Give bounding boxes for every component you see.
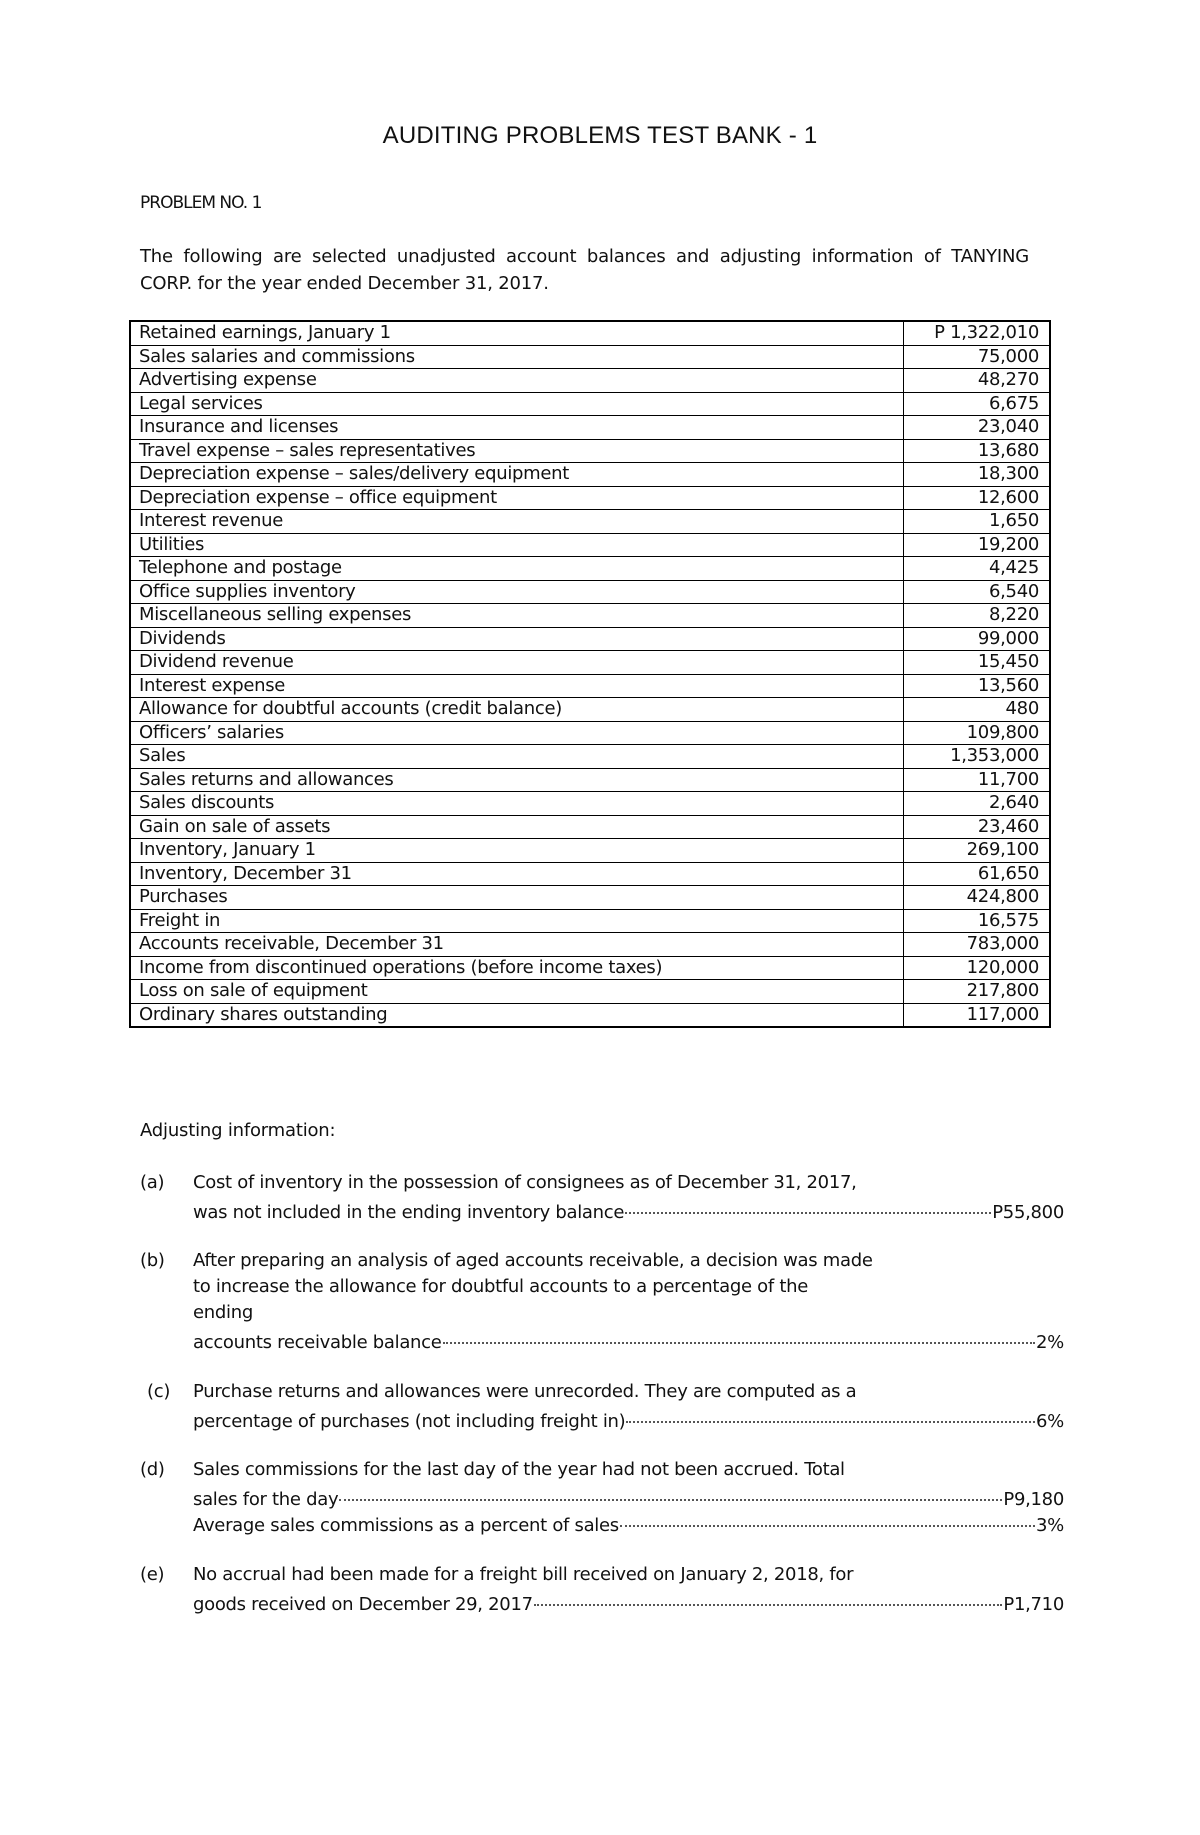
adjustment-text: Purchase returns and allowances were unrecorded. They are computed as a: [193, 1381, 857, 1402]
account-name: Insurance and licenses: [130, 416, 904, 440]
account-name: Travel expense – sales representatives: [130, 439, 904, 463]
account-amount: 117,000: [904, 1003, 1051, 1027]
account-name: Utilities: [130, 533, 904, 557]
table-row: [130, 768, 1050, 792]
account-amount: 269,100: [904, 839, 1051, 863]
table-row: [130, 369, 1050, 393]
account-amount: 23,460: [904, 815, 1051, 839]
adjustment-value: P1,710: [1003, 1594, 1064, 1615]
table-row: [130, 604, 1050, 628]
account-amount: 6,675: [904, 392, 1051, 416]
table-row: [130, 886, 1050, 910]
dot-leader: [620, 1505, 1035, 1527]
adjustment-value: 6%: [1036, 1411, 1064, 1432]
account-amount: 1,353,000: [904, 745, 1051, 769]
dot-leader: [625, 1192, 991, 1214]
account-name: Ordinary shares outstanding: [130, 1003, 904, 1027]
table-row: [130, 510, 1050, 534]
table-row: [130, 956, 1050, 980]
account-name: Retained earnings, January 1: [130, 321, 904, 345]
account-amount: 783,000: [904, 933, 1051, 957]
table-row: [130, 533, 1050, 557]
account-amount: 48,270: [904, 369, 1051, 393]
adjustment-text: Sales commissions for the last day of the year had not been accrued. Total: [193, 1459, 845, 1480]
adjustment-value: 3%: [1036, 1515, 1064, 1536]
account-name: Interest revenue: [130, 510, 904, 534]
account-amount: 99,000: [904, 627, 1051, 651]
account-name: Miscellaneous selling expenses: [130, 604, 904, 628]
account-amount: 19,200: [904, 533, 1051, 557]
account-amount: 2,640: [904, 792, 1051, 816]
table-row: [130, 674, 1050, 698]
adjustment-text: ending: [193, 1302, 253, 1323]
account-name: Interest expense: [130, 674, 904, 698]
account-name: Accounts receivable, December 31: [130, 933, 904, 957]
table-row: [130, 345, 1050, 369]
adjustment-text: After preparing an analysis of aged accounts receivable, a decision was made: [193, 1250, 873, 1271]
account-amount: 109,800: [904, 721, 1051, 745]
account-amount: 4,425: [904, 557, 1051, 581]
table-row: [130, 1003, 1050, 1027]
account-amount: 23,040: [904, 416, 1051, 440]
account-name: Sales: [130, 745, 904, 769]
adjusting-heading: Adjusting information:: [140, 1120, 336, 1141]
account-name: Sales discounts: [130, 792, 904, 816]
adjustment-text: to increase the allowance for doubtful accounts to a percentage of the: [193, 1276, 808, 1297]
account-amount: 13,680: [904, 439, 1051, 463]
account-amount: 61,650: [904, 862, 1051, 886]
account-name: Telephone and postage: [130, 557, 904, 581]
table-row: [130, 392, 1050, 416]
account-name: Depreciation expense – office equipment: [130, 486, 904, 510]
adjustment-text: was not included in the ending inventory balance: [193, 1202, 625, 1223]
account-name: Officers’ salaries: [130, 721, 904, 745]
account-amount: 75,000: [904, 345, 1051, 369]
account-amount: 13,560: [904, 674, 1051, 698]
account-amount: 15,450: [904, 651, 1051, 675]
problem-label: PROBLEM NO. 1: [140, 193, 262, 213]
account-name: Legal services: [130, 392, 904, 416]
account-amount: 16,575: [904, 909, 1051, 933]
account-amount: 8,220: [904, 604, 1051, 628]
table-row: [130, 698, 1050, 722]
table-row: [130, 486, 1050, 510]
dot-leader: [626, 1401, 1035, 1423]
account-amount: 12,600: [904, 486, 1051, 510]
account-name: Loss on sale of equipment: [130, 980, 904, 1004]
adjustment-value: P9,180: [1003, 1489, 1064, 1510]
table-row: [130, 463, 1050, 487]
adjustment-text: Average sales commissions as a percent of sales: [193, 1515, 619, 1536]
table-row: [130, 909, 1050, 933]
account-name: Gain on sale of assets: [130, 815, 904, 839]
table-row: [130, 416, 1050, 440]
adjustment-text: sales for the day: [193, 1489, 339, 1510]
table-row: [130, 557, 1050, 581]
account-amount: 120,000: [904, 956, 1051, 980]
dot-leader: [443, 1322, 1035, 1344]
account-name: Advertising expense: [130, 369, 904, 393]
table-row: [130, 792, 1050, 816]
adjustment-letter: (c): [147, 1381, 171, 1402]
table-row: [130, 933, 1050, 957]
account-name: Depreciation expense – sales/delivery equipment: [130, 463, 904, 487]
account-amount: 6,540: [904, 580, 1051, 604]
intro-paragraph: The following are selected unadjusted account balances and adjusting information of TANYING CORP. for the year ended December 31, 2017.: [140, 246, 1029, 294]
table-row: [130, 745, 1050, 769]
account-balances-body: [130, 321, 1050, 1027]
account-amount: P 1,322,010: [904, 321, 1051, 345]
account-amount: 217,800: [904, 980, 1051, 1004]
account-name: Inventory, January 1: [130, 839, 904, 863]
account-name: Office supplies inventory: [130, 580, 904, 604]
account-name: Freight in: [130, 909, 904, 933]
adjustment-text: No accrual had been made for a freight bill received on January 2, 2018, for: [193, 1564, 854, 1585]
adjustment-text: percentage of purchases (not including freight in): [193, 1411, 626, 1432]
account-name: Sales returns and allowances: [130, 768, 904, 792]
adjustment-letter: (a): [140, 1172, 165, 1193]
table-row: [130, 815, 1050, 839]
table-row: [130, 721, 1050, 745]
adjustment-text: accounts receivable balance: [193, 1332, 442, 1353]
account-name: Income from discontinued operations (before income taxes): [130, 956, 904, 980]
account-amount: 1,650: [904, 510, 1051, 534]
account-name: Inventory, December 31: [130, 862, 904, 886]
adjustment-letter: (e): [140, 1564, 165, 1585]
account-name: Purchases: [130, 886, 904, 910]
document-title: AUDITING PROBLEMS TEST BANK - 1: [382, 122, 818, 149]
table-row: [130, 321, 1050, 345]
account-name: Sales salaries and commissions: [130, 345, 904, 369]
account-amount: 480: [904, 698, 1051, 722]
table-row: [130, 980, 1050, 1004]
adjustment-value: 2%: [1036, 1332, 1064, 1353]
adjustment-value: P55,800: [992, 1202, 1064, 1223]
adjustment-text: goods received on December 29, 2017: [193, 1594, 533, 1615]
account-amount: 11,700: [904, 768, 1051, 792]
dot-leader: [534, 1584, 1003, 1606]
table-row: [130, 862, 1050, 886]
adjustment-letter: (b): [140, 1250, 165, 1271]
adjustment-letter: (d): [140, 1459, 165, 1480]
account-name: Dividend revenue: [130, 651, 904, 675]
table-row: [130, 627, 1050, 651]
account-amount: 18,300: [904, 463, 1051, 487]
table-row: [130, 839, 1050, 863]
table-row: [130, 651, 1050, 675]
dot-leader: [339, 1479, 1002, 1501]
account-balances-table: [129, 320, 1051, 1028]
table-row: [130, 439, 1050, 463]
account-name: Allowance for doubtful accounts (credit balance): [130, 698, 904, 722]
adjustment-text: Cost of inventory in the possession of consignees as of December 31, 2017,: [193, 1172, 857, 1193]
account-name: Dividends: [130, 627, 904, 651]
table-row: [130, 580, 1050, 604]
account-amount: 424,800: [904, 886, 1051, 910]
